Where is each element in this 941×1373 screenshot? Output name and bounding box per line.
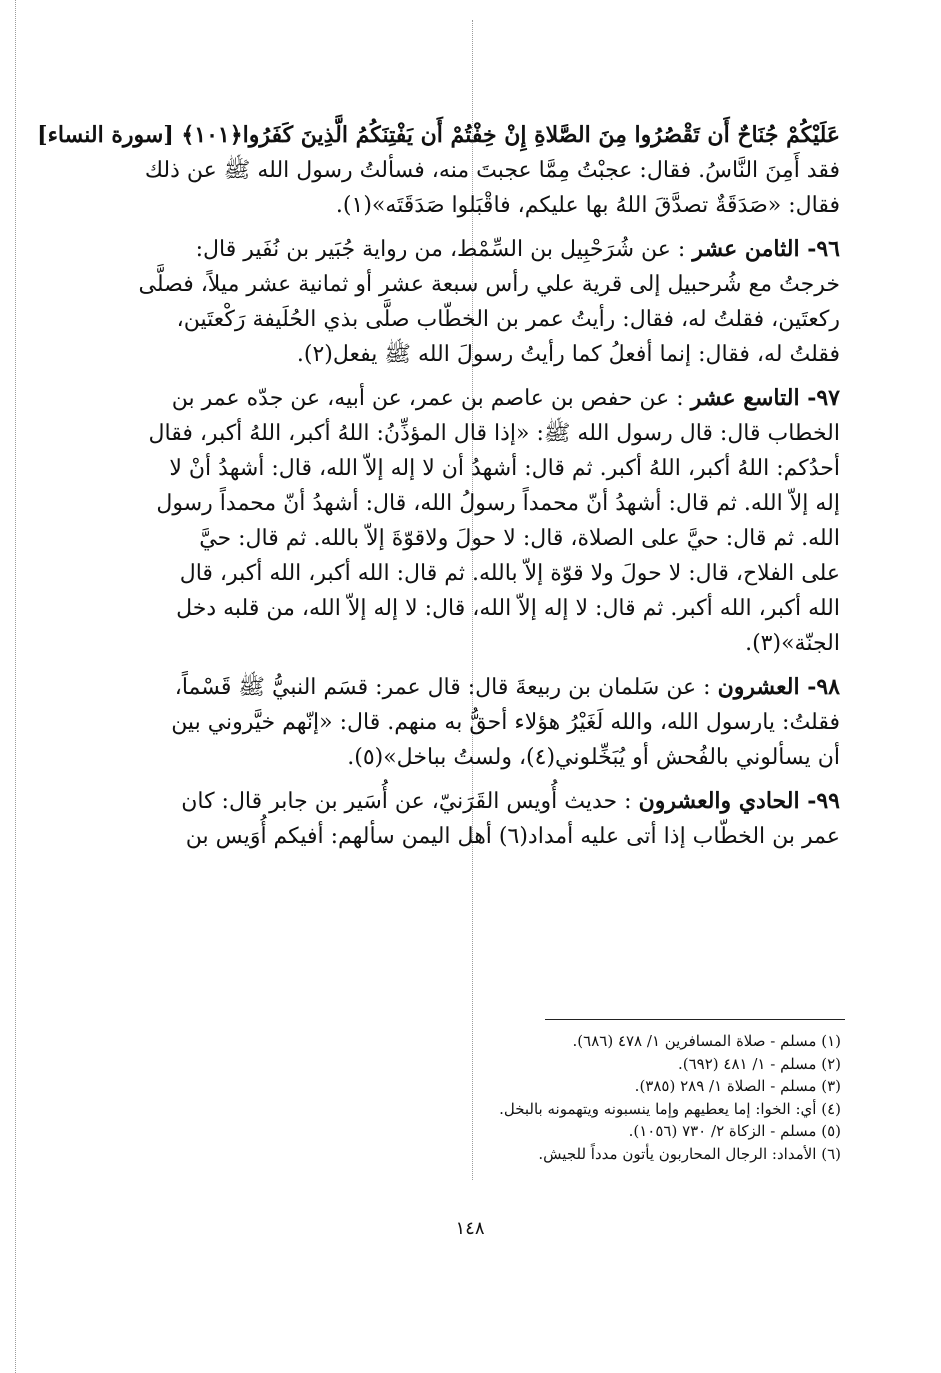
text-line: الخطاب قال: قال رسول الله ﷺ: «إذا قال المؤذِّنُ: اللهُ أكبر، اللهُ أكبر، فقال bbox=[148, 421, 840, 446]
text-line-body: : عن شُرَحْبِيل بن السِّمْط، من رواية جُبَير بن نُفَير قال: bbox=[195, 237, 686, 262]
footnote-separator bbox=[545, 1019, 845, 1020]
text-line: الله أكبر، الله أكبر. ثم قال: لا إله إلاّ الله، قال: لا إله إلاّ الله، من قلبه دخل bbox=[176, 596, 840, 621]
text-line bbox=[98, 670, 840, 705]
text-line: فقلتُ له، فقال: إنما أفعلُ كما رأيتُ رسولَ الله ﷺ يفعل(٢). bbox=[296, 342, 840, 367]
paragraph-continuation bbox=[37, 118, 840, 223]
hadith-number: ٩٨- العشرون bbox=[717, 674, 840, 700]
hadith-96 bbox=[98, 232, 840, 372]
text-line bbox=[98, 232, 840, 267]
text-line-body: : عن حفص بن عاصم بن عمر، عن أبيه، عن جدّه عمر بن bbox=[171, 386, 684, 411]
text-line: عمر بن الخطّاب إذا أتى عليه أمداد(٦) أهل اليمن سألهم: أفيكم أُوَيس بن bbox=[185, 824, 840, 849]
text-line: على الفلاح، قال: لا حولَ ولا قوّة إلاّ بالله. ثم قال: الله أكبر، الله أكبر، قال bbox=[179, 561, 840, 586]
hadith-98 bbox=[98, 670, 840, 775]
hadith-number: ٩٧- التاسع عشر bbox=[690, 385, 840, 411]
text-line: الجنّة»(٣). bbox=[745, 631, 840, 656]
text-line: فقد أَمِنَ النَّاسُ. فقال: عجبْتُ مِمَّا عجبتَ منه، فسألتُ رسول الله ﷺ عن ذلك bbox=[144, 158, 840, 183]
text-line: أن يسألوني بالفُحش أو يُبَخِّلوني(٤)، ولستُ بباخل»(٥). bbox=[347, 745, 840, 770]
text-line bbox=[98, 784, 840, 819]
footnote: (٣) مسلم - الصلاة ١/ ٢٨٩ (٣٨٥). bbox=[634, 1077, 841, 1096]
page-number: ١٤٨ bbox=[455, 1218, 485, 1239]
footnote: (٤) أي: الخوا: إما يعطيهم وإما ينسبونه ويتهمونه بالبخل. bbox=[499, 1099, 841, 1118]
footnote: (٥) مسلم - الزكاة ٢/ ٧٣٠ (١٠٥٦). bbox=[628, 1122, 841, 1141]
text-line: فقلتُ: يارسول الله، والله لَغَيْرُ هؤلاء أحقُّ به منهم. قال: «إنّهم خيَّروني بين bbox=[171, 710, 840, 735]
text-line: فقال: «صَدَقَةٌ تصدَّقَ اللهُ بها عليكم، فاقْبَلوا صَدَقَتَه»(١). bbox=[335, 193, 840, 218]
text-line: خرجتُ مع شُرحبيل إلى قرية علي رأس سبعة عشر أو ثمانية عشر ميلاً، فصلَّى bbox=[138, 272, 840, 297]
text-line: ركعتَين، فقلتُ له، فقال: رأيتُ عمر بن الخطّاب صلَّى بذي الحُلَيفة رَكْعتَين، bbox=[176, 307, 840, 332]
text-line: إله إلاّ الله. ثم قال: أشهدُ أنّ محمداً رسولُ الله، قال: أشهدُ أنّ محمداً رسول bbox=[156, 491, 840, 516]
footnotes bbox=[321, 1030, 841, 1166]
hadith-97 bbox=[98, 381, 840, 661]
text-line: أحدُكم: اللهُ أكبر، اللهُ أكبر. ثم قال: أشهدُ أن لا إله إلاّ الله، قال: أشهدُ أنْ لا bbox=[169, 456, 840, 481]
text-line: عَلَيْكُمْ جُنَاحٌ أَن تَقْصُرُوا مِنَ الصَّلاةِ إِنْ خِفْتُمْ أَن يَفْتِنَكُمُ الَّذِينَ كَفَرُوا﴿١٠١﴾ [سورة النساء] bbox=[37, 122, 840, 148]
hadith-number: ٩٦- الثامن عشر bbox=[692, 236, 840, 262]
footnote: (١) مسلم - صلاة المسافرين ١/ ٤٧٨ (٦٨٦). bbox=[572, 1032, 841, 1050]
hadith-number: ٩٩- الحادي والعشرون bbox=[638, 788, 840, 814]
main-text bbox=[37, 118, 840, 854]
footnote: (٢) مسلم - ١/ ٤٨١ (٦٩٢). bbox=[678, 1054, 841, 1073]
text-line bbox=[98, 381, 840, 416]
scan-margin-dots bbox=[15, 0, 16, 1373]
hadith-99 bbox=[98, 784, 840, 854]
text-line-body: : عن سَلمان بن ربيعةَ قال: قال عمر: قسَم النبيُّ ﷺ قَسْماً، bbox=[174, 675, 711, 700]
footnote: (٦) الأمداد: الرجال المحاربون يأتون مدداً للجيش. bbox=[538, 1144, 841, 1163]
text-line: الله. ثم قال: حيَّ على الصلاة، قال: لا حولَ ولاقوّةَ إلاّ بالله. ثم قال: حيَّ bbox=[199, 526, 840, 551]
text-line-body: : حديث أُويس القَرَنيّ، عن أُسَير بن جابر قال: كان bbox=[181, 789, 632, 814]
